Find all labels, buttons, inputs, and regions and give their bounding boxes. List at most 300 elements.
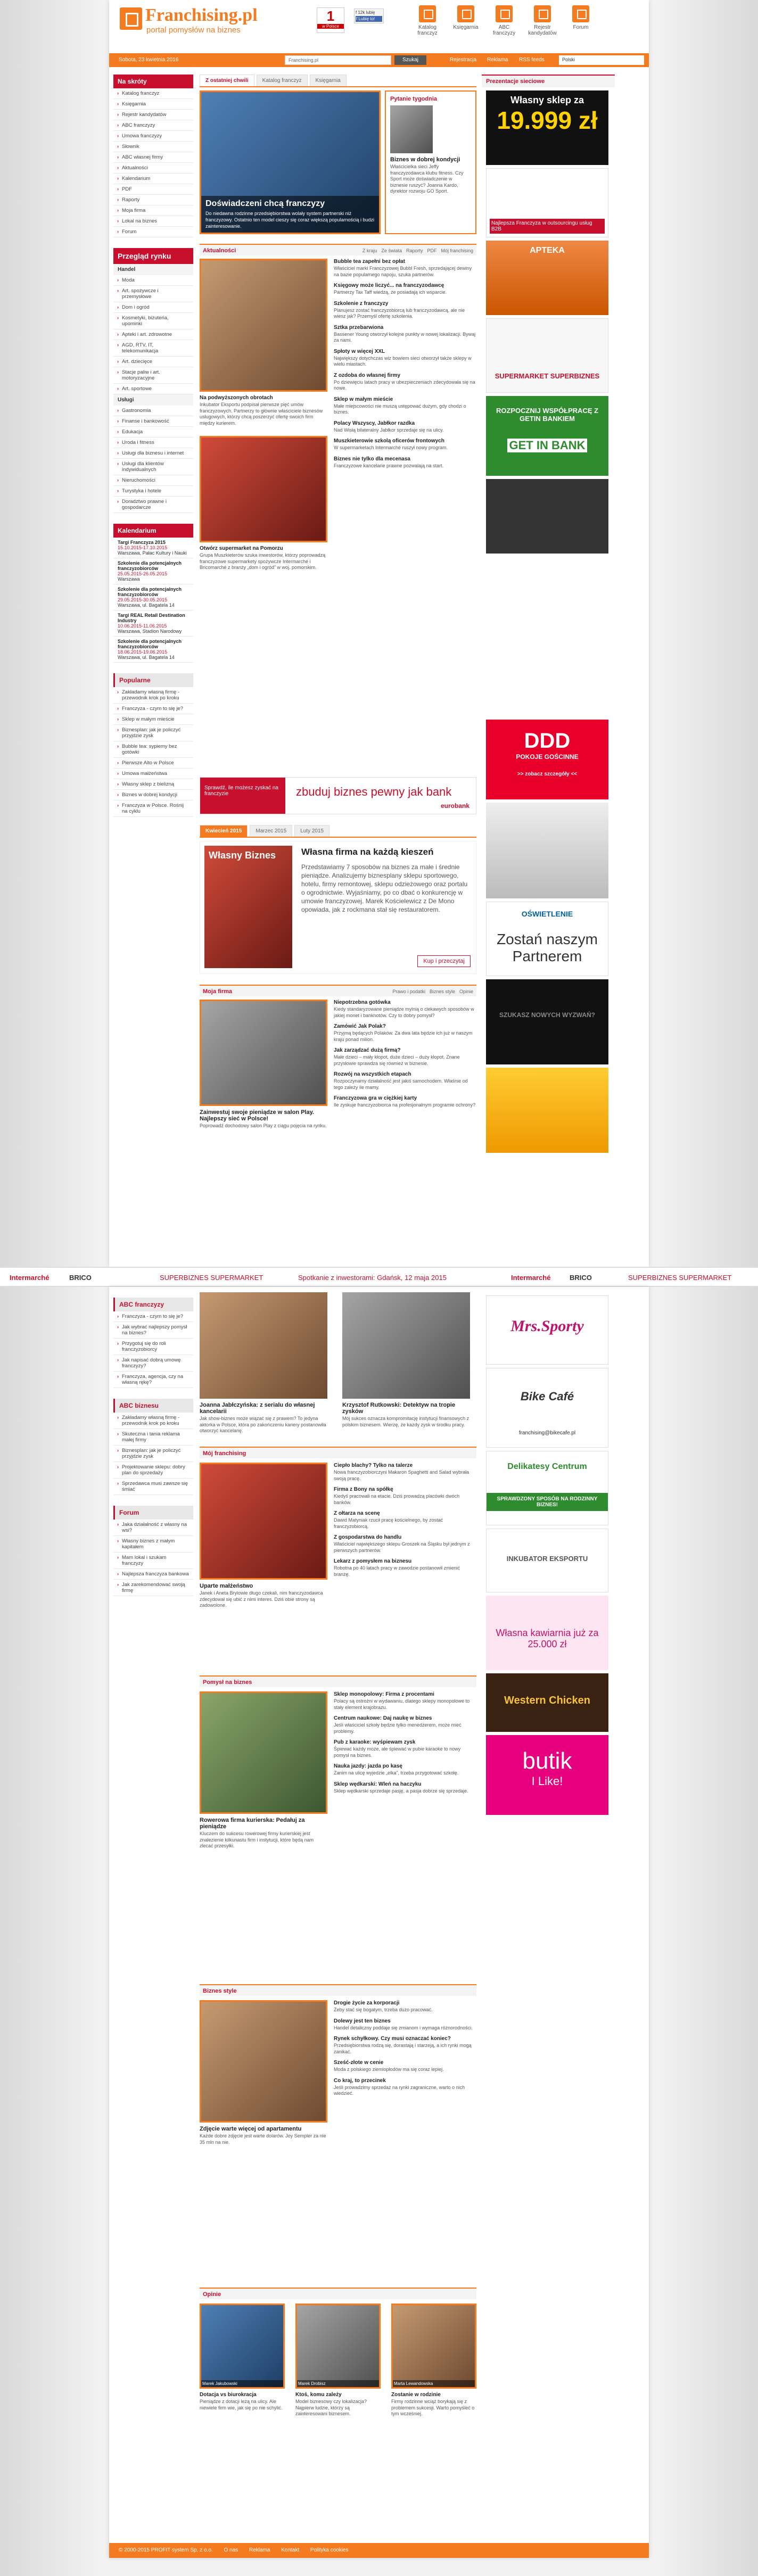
facebook-count: f 12k lubię <box>356 10 375 15</box>
myfr-left-title[interactable]: Uparte małżeństwo <box>200 1583 253 1589</box>
profile-card[interactable] <box>200 1292 327 1434</box>
ad-ddd[interactable] <box>486 720 608 799</box>
trade-item[interactable]: › Stacje paliw i art. motoryzacyjne <box>113 367 193 384</box>
ad-text <box>490 219 605 234</box>
style-item[interactable] <box>334 2078 476 2097</box>
style-item[interactable] <box>334 2036 476 2055</box>
filter-link[interactable]: Opinie <box>459 989 473 994</box>
ad-delikatesy[interactable] <box>486 1451 608 1525</box>
opinion-title[interactable]: Zostanie w rodzinie <box>391 2392 441 2398</box>
opinion-card[interactable] <box>295 2303 381 2417</box>
news-item-title[interactable]: Z ozdoba do własnej firmy <box>334 372 401 378</box>
popular-item[interactable]: › Sklep w małym mieście <box>113 714 193 725</box>
item-title[interactable]: Dolewy jest ten biznes <box>334 2018 391 2024</box>
ad-email[interactable]: franchising@bikecafe.pl <box>518 1430 576 1436</box>
myfr-item[interactable] <box>334 1487 476 1506</box>
popular-item[interactable]: › Umowa małżeństwa <box>113 769 193 779</box>
sidebar-item[interactable]: › Umowa franczyzy <box>113 131 193 142</box>
item-text: Kiedy standaryzowane pieniądze mylnią o ciekawych sposobów w jakiej monet i banknotów. Czy to dobry pomysł? <box>334 1006 474 1018</box>
myfirm-left-title[interactable]: Zainwestuj swoje pieniądze w salon Play. Najlepszy sieć w Polsce! <box>200 1109 314 1122</box>
myfr-item[interactable] <box>334 1463 476 1482</box>
ad-text: ROZPOCZNIJ WSPÓŁPRACĘ Z GETIN BANKIEM <box>496 407 599 423</box>
myfr-photo[interactable] <box>200 1463 327 1580</box>
news-item-title[interactable]: Biznes nie tylko dla mecenasa <box>334 456 410 462</box>
main-column <box>200 75 476 1128</box>
footer-link[interactable]: Kontakt <box>281 2547 300 2553</box>
ticker-brand-a2: Intermarché <box>511 1274 551 1282</box>
tab-april[interactable]: Kwiecień 2015 <box>200 825 248 837</box>
site-header <box>109 0 649 53</box>
ad-challenge[interactable] <box>486 979 608 1064</box>
sidebar-item[interactable]: › Lokal na biznes <box>113 216 193 227</box>
calendar-item[interactable] <box>113 637 193 663</box>
opinion-title[interactable]: Dotacja vs biurokracja <box>200 2392 257 2398</box>
abc-item[interactable]: › Jak wybrać najlepszy pomysł na biznes? <box>113 1322 193 1339</box>
cal-place: Warszawa, Stadion Narodowy <box>118 629 182 634</box>
facebook-like-button[interactable]: f Lubię to! <box>356 16 382 22</box>
news-item-title[interactable]: Sztka przebarwiona <box>334 324 384 331</box>
calendar-item[interactable] <box>113 558 193 584</box>
item-text: Małe dzieci – mały kłopot, duże dzieci – duży kłopot. Znane przysłowie sprawdza się również w biznesie. <box>334 1054 460 1066</box>
bank-banner[interactable] <box>200 777 476 814</box>
sidebar-item[interactable]: › Rejestr kandydatów <box>113 110 193 120</box>
news-item-title[interactable]: Polacy Wszyscy, Jabłkor razdka <box>334 420 415 426</box>
news-left-text: Inkubator Eksportu podpisał pierwsze pięć umów franczyzowych. Partnerzy to głównie właściciele biznesów usługowych, którzy chcą poszerzyć ofertę swoich firm między kurierem. <box>200 402 323 426</box>
style-item[interactable] <box>334 2018 476 2032</box>
banner-sub: Sprawdź, ile możesz zyskać na franczyzie <box>200 778 285 814</box>
ad-spacer <box>486 557 608 716</box>
news-item[interactable] <box>334 438 476 451</box>
ad-text: Bike Café <box>520 1390 574 1403</box>
ad-sub: SPRAWDZONY SPOSÓB NA RODZINNY BIZNES! <box>487 1493 608 1511</box>
item-text: Polacy są ostrożni w wydawaniu, dlatego sklepy monopolowe to stały element krajobrazu. <box>334 1698 470 1710</box>
trade-item[interactable]: › Art. spożywcze i przemysłowe <box>113 286 193 302</box>
filter-link[interactable]: Prawo i podatki <box>392 989 425 994</box>
ad-food[interactable] <box>486 1068 608 1153</box>
ad-price: 19.999 zł <box>497 106 598 134</box>
ad-dark[interactable] <box>486 479 608 554</box>
opinion-photo <box>200 2303 285 2389</box>
news-filters <box>362 248 473 253</box>
news-item-text: Franczyzowe kancelarie prawne pozwalają na start. <box>334 463 444 468</box>
sidebar-item[interactable]: › ABC franczyzy <box>113 120 193 131</box>
news-item-text: Największy dotychczas wiz bowiem sieci otworzył także sklepy w wielu miastach. <box>334 355 472 367</box>
tab-feb[interactable]: Luty 2015 <box>294 825 329 837</box>
news-left-title[interactable]: Na podwyższonych obrotach <box>200 395 273 401</box>
profile-card[interactable] <box>342 1292 470 1428</box>
opinion-card[interactable] <box>391 2303 476 2417</box>
ticker-brand-b2: BRICO <box>570 1274 592 1282</box>
tab-latest[interactable]: Z ostatniej chwili <box>200 75 254 86</box>
item-text: Dawid Matyniak rzucił pracę kościelnego, by zostać franczyzobiorcą. <box>334 1517 443 1529</box>
item-title[interactable]: Rynek schyłkowy. Czy musi oznaczać koniec? <box>334 2036 451 2042</box>
idea-photo[interactable] <box>200 1691 327 1814</box>
style-item[interactable] <box>334 2000 476 2013</box>
news-item-title[interactable]: Bubble tea zapełni bez opłat <box>334 259 405 265</box>
item-text: Nowa franczyzobiorczyni Makaron Spaghetti and Salad wybrała swoją pracę. <box>334 1469 469 1481</box>
news-item[interactable] <box>334 301 476 320</box>
banner-brand: eurobank <box>440 802 469 810</box>
idea-item[interactable] <box>334 1715 476 1735</box>
week-photo <box>390 105 433 153</box>
cal-place: Warszawa, ul. Bagatela 14 <box>118 602 175 608</box>
item-text: Żeby stać się bogatym, trzeba dużo pracować. <box>334 2007 433 2012</box>
item-text: Przyjmą będących Polaków. Za dwa lata będzie ich już w naszym kraju ponad milion. <box>334 1030 473 1042</box>
style-header <box>200 1984 476 1996</box>
style-photo[interactable] <box>200 2000 327 2123</box>
news-item[interactable] <box>334 349 476 368</box>
ad-text: Western Chicken <box>504 1695 590 1706</box>
item-title[interactable]: Franczyzowa gra w ciężkiej karty <box>334 1095 417 1101</box>
myfr-item[interactable] <box>334 1510 476 1530</box>
rss-link[interactable]: RSS feeds <box>519 57 545 63</box>
myfirm-left <box>200 1000 327 1129</box>
news-item[interactable] <box>334 397 476 416</box>
ad-sub: POKOJE GOŚCINNE <box>516 753 579 761</box>
services-item[interactable]: › Usługi dla biznesu i internet <box>113 448 193 459</box>
ticker-brand-b: BRICO <box>69 1274 92 1282</box>
tab-march[interactable]: Marzec 2015 <box>250 825 292 837</box>
sidebar-item[interactable]: › PDF <box>113 184 193 195</box>
news-photo[interactable] <box>200 259 327 392</box>
cal-title: Szkolenie dla potencjalnych franczyzobiorców <box>118 639 182 649</box>
nav-abc[interactable] <box>487 5 521 36</box>
ad-text: APTEKA <box>530 246 565 255</box>
myfirm-item[interactable] <box>334 1071 476 1091</box>
footer-link[interactable]: Reklama <box>249 2547 270 2553</box>
cal-title: Targi Franczyza 2015 <box>118 540 166 545</box>
calendar-item[interactable] <box>113 610 193 637</box>
idea-item[interactable] <box>334 1739 476 1758</box>
ad-text: butik <box>522 1748 572 1774</box>
news-item-text: Właściciel marki Franczyzowej Bubbl Fresh, sprzedającej dewiny na bazie popularnego napoju, szuka partnerów. <box>334 266 472 277</box>
sidebar-item[interactable]: › Księgarnia <box>113 99 193 110</box>
services-item[interactable]: › Uroda i fitness <box>113 437 193 448</box>
tab-bookstore[interactable]: Księgarnia <box>310 75 347 86</box>
abc-item[interactable]: › Przygotuj się do roli franczyzobiorcy <box>113 1339 193 1355</box>
news-list <box>334 259 476 474</box>
book-icon <box>457 5 474 22</box>
item-title[interactable]: Sześć-złote w cenie <box>334 2060 384 2066</box>
item-text: Moda z polskiego ziemiopłodów ma się coraz lepiej. <box>334 2067 444 2072</box>
nav-label: ABC franczyzy <box>492 24 516 36</box>
item-text: Rozpoczynamy działalność jest jakiś samochodem. Właśnie od tego zależy ile mamy. <box>334 1078 468 1090</box>
register-icon <box>534 5 551 22</box>
nav-bookstore[interactable] <box>449 5 483 36</box>
opinion-title[interactable]: Ktoś, komu zależy <box>295 2392 342 2398</box>
idea-left-text: Kluczem do sukcesu rowerowej firmy kurierskiej jest znalezienie kilkunastu firm i instytucji, które będą nam zlecać przesyłki. <box>200 1831 314 1848</box>
forum-item[interactable]: › Mam lokal i szukam franczyzy <box>113 1553 193 1569</box>
trade-item[interactable]: › Moda <box>113 275 193 286</box>
filter-link[interactable]: Biznes style <box>429 989 455 994</box>
trade-item[interactable]: › Art. sportowe <box>113 384 193 394</box>
services-item[interactable]: › Doradztwo prawne i gospodarcze <box>113 497 193 513</box>
trade-item[interactable]: › Dom i ogród <box>113 302 193 313</box>
trade-item[interactable]: › Art. dziecięce <box>113 357 193 367</box>
hero-title[interactable]: Doświadczeni chcą franczyzy <box>205 199 325 208</box>
ad-apteka[interactable] <box>486 241 608 315</box>
business-item[interactable]: › Skuteczna i tania reklama małej firmy <box>113 1429 193 1446</box>
forum-item[interactable]: › Jak zarekomendować swoją firmę <box>113 1580 193 1596</box>
language-select[interactable]: Polski <box>559 55 644 65</box>
hero-image[interactable] <box>200 90 381 234</box>
item-title[interactable]: Pub z karaoke: wyśpiewam zysk <box>334 1739 416 1745</box>
current-date: Sobota, 23 kwietnia 2016 <box>119 57 179 63</box>
register-link[interactable]: Rejestracja <box>450 57 477 63</box>
ad-getin[interactable] <box>486 396 608 476</box>
business-item[interactable]: › Projektowanie sklepu: dobry plan do sprzedaży <box>113 1462 193 1479</box>
cover-title: Własny Biznes <box>209 850 276 861</box>
item-title[interactable]: Niepotrzebna gotówka <box>334 1000 391 1005</box>
style-item[interactable] <box>334 2060 476 2073</box>
item-title[interactable]: Firma z Bony na spółkę <box>334 1487 393 1492</box>
idea-item[interactable] <box>334 1763 476 1777</box>
popular-item[interactable]: › Biznesplan: jak je policzyć przyjdzie zysk <box>113 725 193 741</box>
ad-b2b[interactable] <box>486 168 608 237</box>
market-title: Przegląd rynku <box>113 248 193 264</box>
sidebar-item[interactable]: › Katalog franczyz <box>113 88 193 99</box>
calendar-item[interactable] <box>113 538 193 558</box>
news-item[interactable] <box>334 420 476 434</box>
item-title[interactable]: Zamówić Jak Polak? <box>334 1023 386 1029</box>
trade-item[interactable]: › Kosmetyki, biżuteria, upominki <box>113 313 193 329</box>
myfirm-item[interactable] <box>334 1095 476 1109</box>
business-item[interactable]: › Sprzedawca musi zawsze się śmiać <box>113 1479 193 1495</box>
ticker-text-d: Spotkanie z inwestorami: Gdańsk, 12 maja 2015 <box>298 1274 447 1282</box>
ads-link[interactable]: Reklama <box>487 57 508 63</box>
idea-left <box>200 1691 327 1850</box>
sidebar-item[interactable]: › Aktualności <box>113 163 193 174</box>
services-item[interactable]: › Finanse i bankowość <box>113 416 193 427</box>
item-title[interactable]: Rozwój na wszystkich etapach <box>334 1071 411 1077</box>
news-item[interactable] <box>334 259 476 278</box>
number-one-badge <box>317 7 344 33</box>
cal-place: Warszawa, ul. Bagatela 14 <box>118 655 175 660</box>
nav-forum[interactable] <box>564 5 598 36</box>
ad-text: Delikatesy Centrum <box>507 1462 587 1471</box>
lower-right-sidebar <box>482 1292 647 1815</box>
ticker-text-c2: SUPERBIZNES SUPERMARKET <box>628 1274 732 1282</box>
news-item-title[interactable]: Szkolenie z franczyzy <box>334 300 389 307</box>
services-item[interactable]: › Nieruchomości <box>113 475 193 486</box>
sidebar-item[interactable]: › Kalendarium <box>113 174 193 184</box>
opinion-card[interactable] <box>200 2303 285 2411</box>
item-title[interactable]: Sklep monopolowy: Firma z procentami <box>334 1691 434 1697</box>
news-item[interactable] <box>334 325 476 344</box>
ad-text: SZUKASZ NOWYCH WYZWAŃ? <box>499 1011 595 1019</box>
ad-butik[interactable] <box>486 1735 608 1815</box>
logo-subtitle: portal pomysłów na biznes <box>146 26 241 35</box>
ad-mrs-sporty[interactable] <box>486 1295 608 1365</box>
footer-link[interactable]: O nas <box>224 2547 238 2553</box>
item-text: Ile zyskuje franczyzobiorca na profesjonalnym programie ochrony? <box>334 1102 476 1108</box>
myfr-item[interactable] <box>334 1534 476 1554</box>
news-item-title[interactable]: Muszkieterowie szkolą oficerów frontowych <box>334 438 444 444</box>
nav-label: Rejestr kandydatów <box>528 24 557 36</box>
opinion-text: Pieniądze z dotacji leżą na ulicy. Ale niewiele firm wie, jak się po nie schylić. <box>200 2399 283 2410</box>
ad-sub: I Like! <box>531 1774 563 1788</box>
opinion-text: Model biznesowy czy lokalizacja? Najpierw ludzie, którzy są zainteresowani biznesem. <box>295 2399 367 2416</box>
style-list <box>334 2000 476 2102</box>
item-text: Robotna po 40 latach pracy w zawodzie postanowił zmienić branżę. <box>334 1565 460 1577</box>
idea-list <box>334 1691 476 1799</box>
opinion-photo <box>295 2303 381 2389</box>
item-title[interactable]: Drogie życie za korporacji <box>334 2000 400 2006</box>
item-text: Śpiewać każdy może, ale śpiewać w pubie karaoke to nowy pomysł na biznes. <box>334 1746 461 1758</box>
filter-link[interactable]: Z kraju <box>362 248 377 253</box>
ad-shelves[interactable] <box>486 803 608 898</box>
services-item[interactable]: › Turystyka i hotele <box>113 486 193 497</box>
item-text: Handel detaliczny poddaje się zmianom i wymaga różnorodności. <box>334 2025 473 2030</box>
ticker-brand-a: Intermarché <box>10 1274 50 1282</box>
item-title[interactable]: Jak zarządzać dużą firmą? <box>334 1047 401 1053</box>
search-input[interactable]: Franchising.pl <box>285 55 391 65</box>
nav-catalog[interactable] <box>410 5 444 36</box>
item-title[interactable]: Z ołtarza na scenę <box>334 1510 380 1516</box>
profile-title[interactable]: Krzysztof Rutkowski: Detektyw na tropie zysków <box>342 1402 456 1415</box>
item-text: Przedsiębiorstwa rodzą się, dorastają i starzeją, a ich rynki mogą zanikać. <box>334 2043 472 2054</box>
magazine-title[interactable]: Własna firma na każdą kieszeń <box>301 847 434 857</box>
ticker-banner[interactable] <box>0 1267 758 1287</box>
nav-register[interactable] <box>525 5 559 36</box>
footer-link[interactable]: Polityka cookies <box>310 2547 349 2553</box>
calendar-title: Kalendarium <box>113 524 193 538</box>
opinion-photo <box>391 2303 476 2389</box>
sidebar-item[interactable]: › Raporty <box>113 195 193 205</box>
forum-item[interactable]: › Najlepsza franczyza bankowa <box>113 1569 193 1580</box>
services-item[interactable]: › Edukacja <box>113 427 193 437</box>
news-photo[interactable] <box>200 436 327 542</box>
sidebar-item[interactable]: › Słownik <box>113 142 193 152</box>
buy-button[interactable]: Kup i przeczytaj <box>417 955 471 967</box>
left-sidebar <box>113 75 193 817</box>
myfr-item[interactable] <box>334 1558 476 1578</box>
item-title[interactable]: Nauka jazdy: jazda po kasę <box>334 1763 402 1769</box>
ad-cta: Zostań naszym Partnerem <box>497 931 598 964</box>
logo-icon[interactable] <box>120 7 142 30</box>
sidebar-item[interactable]: › Moja firma <box>113 205 193 216</box>
business-item[interactable]: › Biznesplan: jak je policzyć przyjdzie zysk <box>113 1446 193 1462</box>
item-text: Jeśli właściciel szkoły będzie tylko menedżerem, może mieć problemy. <box>334 1722 462 1734</box>
forum-item[interactable]: › Jaka działalność z własny na wsi? <box>113 1520 193 1536</box>
services-item[interactable]: › Usługi dla klientów indywidualnych <box>113 459 193 475</box>
myfirm-filters <box>392 989 473 994</box>
item-title[interactable]: Centrum naukowe: Daj naukę w biznes <box>334 1715 432 1721</box>
ad-inkubator[interactable] <box>486 1529 608 1592</box>
facebook-widget[interactable] <box>354 9 384 23</box>
ad-supermarket[interactable] <box>486 318 608 393</box>
trade-item[interactable]: › Apteki i art. zdrowotne <box>113 329 193 340</box>
item-title[interactable]: Sklep wędkarski: Wleń na haczyku <box>334 1781 422 1787</box>
item-title[interactable]: Co kraj, to przecinek <box>334 2077 386 2084</box>
sidebar-item[interactable]: › ABC własnej firmy <box>113 152 193 163</box>
news-item[interactable] <box>334 283 476 296</box>
week-item-title[interactable]: Biznes w dobrej kondycji <box>390 156 460 163</box>
forum-icon <box>572 5 589 22</box>
style-left-title[interactable]: Zdjęcie warte więcej od apartamentu <box>200 2126 302 2132</box>
item-title[interactable]: Lekarz z pomysłem na biznesu <box>334 1558 412 1564</box>
filter-link[interactable]: Raporty <box>406 248 423 253</box>
news-item-title[interactable]: Sklep w małym mieście <box>334 396 393 402</box>
news-title: Aktualności <box>203 247 236 254</box>
profile-title[interactable]: Joanna Jabłczyńska: z serialu do własnej kancelarii <box>200 1402 315 1415</box>
idea-item[interactable] <box>334 1691 476 1711</box>
news-left-title[interactable]: Otwórz supermarket na Pomorzu <box>200 546 283 551</box>
opinions-title: Opinie <box>203 2291 221 2298</box>
calendar-item[interactable] <box>113 584 193 610</box>
popular-item[interactable]: › Bubble tea: sypiemy bez gotówki <box>113 741 193 758</box>
news-item-text: Bassener Young otworzył kolejne punkty w nowej lokalizacji. Bywaj za nami. <box>334 331 476 343</box>
logo-title[interactable]: Franchising.pl <box>145 5 258 25</box>
business-item[interactable]: › Zakładamy własną firmę - przewodnik krok po kroku <box>113 1413 193 1429</box>
badge-number: 1 <box>326 8 335 24</box>
myfirm-item[interactable] <box>334 1000 476 1019</box>
item-title[interactable]: Z gospodarstwa do handlu <box>334 1534 402 1540</box>
trade-item[interactable]: › AGD, RTV, IT, telekomunikacja <box>113 340 193 357</box>
trade-subtitle: Handel <box>113 264 193 275</box>
play-photo[interactable] <box>200 1000 327 1106</box>
tab-catalog[interactable]: Katalog franczyz <box>257 75 308 86</box>
abc-item[interactable]: › Franczyza, agencja, czy na własną rękę? <box>113 1372 193 1388</box>
profile-text: Mój sukces oznacza kompromitację instytucji finansowych z polskim biznesem. Wierzę, że każdy zysk w środku pracy. <box>342 1416 469 1427</box>
ad-cafe[interactable] <box>486 1596 608 1670</box>
filter-link[interactable]: PDF <box>427 248 437 253</box>
magazine-cover[interactable] <box>204 846 292 968</box>
popular-item[interactable]: › Franczyza w Polsce. Rośnij na cyklu <box>113 800 193 817</box>
myfr-left <box>200 1463 327 1609</box>
item-text: Jeśli prowadzimy sprzedaż na rynki zagraniczne, warto o nich wiedzieć. <box>334 2084 465 2096</box>
search-button[interactable]: Szukaj <box>394 55 426 65</box>
news-item[interactable] <box>334 456 476 469</box>
myfirm-left-text: Poprowadź dochodowy salon Play z ciągu pojęcia na rynku. <box>200 1123 327 1128</box>
forum-item[interactable]: › Własny biznes z małym kapitałem <box>113 1536 193 1553</box>
sidebar-item[interactable]: › Forum <box>113 227 193 237</box>
myfirm-item[interactable] <box>334 1023 476 1043</box>
abc-item[interactable]: › Franczyza - czym to się je? <box>113 1311 193 1322</box>
style-title: Biznes style <box>203 1988 237 1994</box>
filter-link[interactable]: Ze świata <box>381 248 402 253</box>
opinion-name: Marek Jakubowski <box>201 2380 283 2387</box>
abc-item[interactable]: › Jak napisać dobrą umowę franczyzy? <box>113 1355 193 1372</box>
magazine-text: Przedstawiamy 7 sposobów na biznes za małe i średnie pieniądze. Analizujemy biznesplany sklepu sportowego, hotelu, firmy remontowej, sklepu odzieżowego oraz portalu o ogrodnictwie. Wyjaśniamy, po co dbać o konkurencję w umowie franczyzowej. Marek Kościelewicz z De Mono opowiada, jak z rockmana stał się restauratorem. <box>301 863 468 913</box>
abc-title: ABC franczyzy <box>113 1298 193 1311</box>
magazine-tabs <box>200 825 476 838</box>
ticker-text-c: SUPERBIZNES SUPERMARKET <box>160 1274 263 1282</box>
idea-left-title[interactable]: Rowerowa firma kurierska: Pedałuj za pieniądze <box>200 1817 305 1830</box>
popular-item[interactable]: › Franczyza - czym to się je? <box>113 704 193 714</box>
myfirm-item[interactable] <box>334 1047 476 1067</box>
popular-item[interactable]: › Zakładamy własną firmę - przewodnik krok po kroku <box>113 687 193 704</box>
popular-item[interactable]: › Biznes w dobrej kondycji <box>113 790 193 800</box>
ad-western[interactable] <box>486 1673 608 1732</box>
shortcuts-title: Na skróty <box>113 75 193 88</box>
ad-link[interactable]: >> zobacz szczegóły << <box>517 771 578 777</box>
idea-item[interactable] <box>334 1781 476 1795</box>
news-item-title[interactable]: Spłoty w więcej XXL <box>334 348 385 354</box>
news-item-title[interactable]: Księgowy może liczyć... na franczyzodawcę <box>334 283 444 288</box>
ad-lighting[interactable] <box>486 902 608 976</box>
services-item[interactable]: › Gastronomia <box>113 406 193 416</box>
popular-item[interactable]: › Pierwsze Alto w Polsce <box>113 758 193 769</box>
ad-sklep[interactable] <box>486 90 608 165</box>
filter-link[interactable]: Mój franchising <box>441 248 473 253</box>
services-subtitle: Usługi <box>113 394 193 406</box>
item-title[interactable]: Ciepło blachy? Tylko na talerze <box>334 1463 413 1468</box>
ad-bike-cafe[interactable] <box>486 1368 608 1448</box>
popular-item[interactable]: › Własny sklep z bielizną <box>113 779 193 790</box>
news-item[interactable] <box>334 373 476 392</box>
abc-icon <box>496 5 513 22</box>
